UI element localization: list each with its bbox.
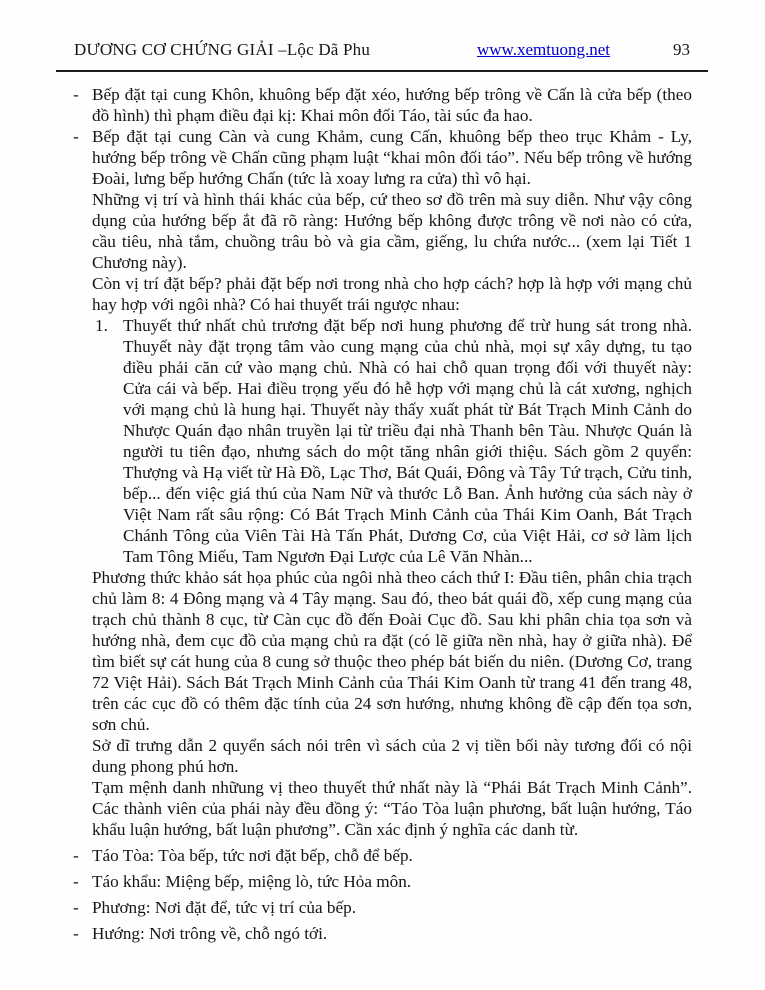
bullet-text: Bếp đặt tại cung Càn và cung Khảm, cung Cấn, khuông bếp theo trục Khảm - Ly, hướng bếp trông về Chấn cũng phạm luật “khai môn đối táo”. Nếu bếp trông về hướng Đoài, lưng bếp hướng Chấn (tức là xoay lưng ra cửa) thì vô hại. [92, 127, 692, 188]
paragraph-text: Những vị trí và hình thái khác của bếp, cứ theo sơ đồ trên mà suy diễn. Như vậy công dụng của hướng bếp ắt đã rõ ràng: Hướng bếp không được trông về nơi nào có cửa, cầu tiêu, nhà tắm, chuồng trâu bò và gia cầm, giếng, lu chứa nước... (xem lại Tiết 1 Chương này). [92, 190, 692, 272]
document-body [0, 72, 765, 944]
numbered-item [73, 315, 692, 567]
dash-bullet-marker: - [73, 846, 79, 865]
website-link[interactable]: www.xemtuong.net [477, 40, 610, 59]
paragraph-text: Tạm mệnh danh nhữung vị theo thuyết thứ nhất này là “Phái Bát Trạch Minh Cảnh”. Các thành viên của phái này đều đồng ý: “Táo Tòa luận phương, bất luận hướng, Táo khẩu luận hướng, bất luận phương”. Cần xác định ý nghĩa các danh từ. [92, 778, 692, 839]
book-title: DƯƠNG CƠ CHỨNG GIẢI –Lộc Dã Phu [74, 40, 371, 59]
bullet-text: Táo khẩu: Miệng bếp, miệng lò, tức Hỏa môn. [92, 872, 412, 891]
number-marker: 1. [95, 316, 108, 335]
paragraph [92, 777, 692, 840]
dash-bullet-marker: - [73, 924, 79, 943]
bullet-item [73, 126, 692, 189]
paragraph [92, 735, 692, 777]
numbered-text: Thuyết thứ nhất chủ trương đặt bếp nơi hung phương để trừ hung sát trong nhà. Thuyết này đặt trọng tâm vào cung mạng của chủ nhà, mọi sự xây dựng, tu tạo điều phải căn cứ vào mạng chủ. Nhà có hai chỗ quan trọng đối với thuyết này: Cửa cái và bếp. Hai điều trọng yếu đó hễ hợp với mạng chủ là cát xương, nghịch với mạng chủ là hung hại. Thuyết này thấy xuất phát từ Bát Trạch Minh Cảnh do Nhược Quán đạo nhân truyền lại từ triều đại nhà Thanh bên Tàu. Nhược Quán là người tu tiên đạo, nhưng sách do một tăng nhân giới thiệu. Sách gồm 2 quyển: Thượng và Hạ viết từ Hà Đồ, Lạc Thơ, Bát Quái, Đông và Tây Tứ trạch, Cửu tinh, bếp... đến việc giá thú của Nam Nữ và thước Lỗ Ban. Ảnh hưởng của sách này ở Việt Nam rất sâu rộng: Có Bát Trạch Minh Cảnh của Thái Kim Oanh, Bát Trạch Chánh Tông của Viên Tài Hà Tấn Phát, Dương Cơ, của Việt Hải, cơ sở làm lịch Tam Tông Miếu, Tam Ngươn Đại Lược của Lê Văn Nhàn... [123, 316, 692, 566]
paragraph [92, 273, 692, 315]
dash-bullet-marker: - [73, 127, 79, 146]
paragraph-text: Còn vị trí đặt bếp? phải đặt bếp nơi trong nhà cho hợp cách? hợp là hợp với mạng chủ hay hợp với ngôi nhà? Có hai thuyết trái ngược nhau: [92, 274, 692, 314]
dash-bullet-marker: - [73, 85, 79, 104]
bullet-item [73, 84, 692, 126]
bullet-item [73, 897, 692, 918]
bullet-item [73, 923, 692, 944]
bullet-item [73, 871, 692, 892]
dash-bullet-marker: - [73, 872, 79, 891]
dash-bullet-marker: - [73, 898, 79, 917]
bullet-text: Bếp đặt tại cung Khôn, khuông bếp đặt xéo, hướng bếp trông về Cấn là cửa bếp (theo đồ hình) thì phạm điều đại kị: Khai môn đối Táo, tài súc đa hao. [92, 85, 692, 125]
bullet-text: Hướng: Nơi trông về, chỗ ngó tới. [92, 924, 328, 943]
paragraph [92, 567, 692, 735]
bullet-text: Phương: Nơi đặt để, tức vị trí của bếp. [92, 898, 357, 917]
paragraph-text: Phương thức khảo sát họa phúc của ngôi nhà theo cách thứ I: Đầu tiên, phân chia trạch chủ làm 8: 4 Đông mạng và 4 Tây mạng. Sau đó, theo bát quái đồ, xếp cung mạng của trạch chủ thành 8 cục, từ Càn cục đồ đến Đoài Cục đồ. Sau khi phân chia tọa sơn và hướng nhà, đem cục đồ của mạng chủ ra đặt (có lẽ giữa nền nhà, hay ở giữa nhà). Để tìm biết sự cát hung của 8 cung sở thuộc theo phép bát biến du niên. (Dương Cơ, trang 72 Việt Hải). Sách Bát Trạch Minh Cảnh của Thái Kim Oanh từ trang 41 đến trang 48, trên các cục đồ có thêm đặc tính của 24 sơn hướng, nhưng không đề cập đến tọa sơn, sơn chủ. [92, 568, 692, 734]
bullet-item [73, 845, 692, 866]
page-number: 93 [673, 40, 690, 59]
paragraph [92, 189, 692, 273]
page-header [0, 0, 765, 60]
bullet-text: Táo Tòa: Tòa bếp, tức nơi đặt bếp, chỗ để bếp. [92, 846, 413, 865]
paragraph-text: Sở dĩ trưng dẫn 2 quyển sách nói trên vì sách của 2 vị tiền bối này tương đối có nội dung phong phú hơn. [92, 736, 692, 776]
